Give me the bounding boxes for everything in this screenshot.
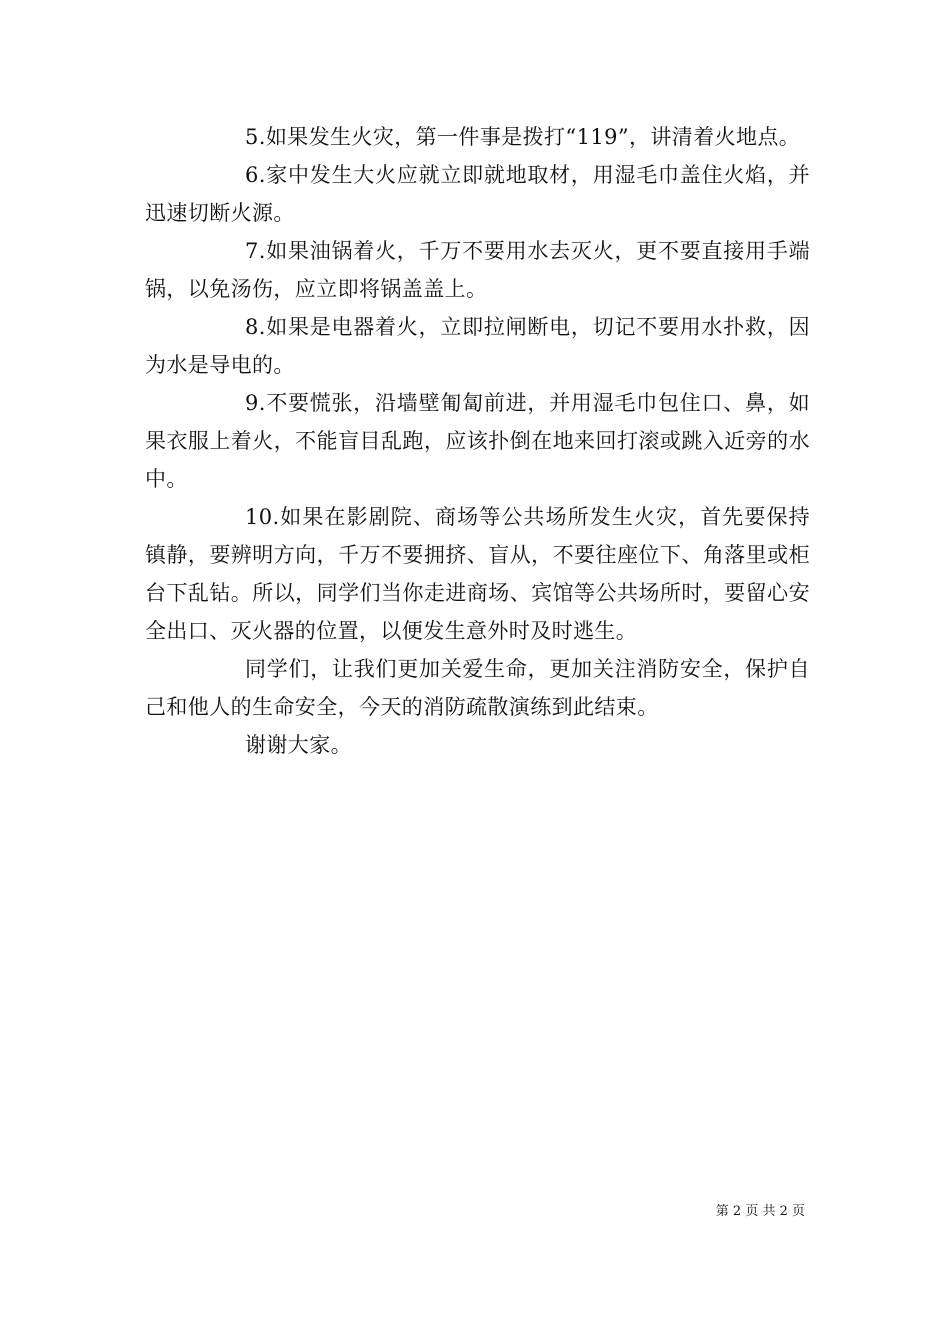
paragraph-item-9: 9.不要慌张，沿墙壁匍匐前进，并用湿毛巾包住口、鼻，如果衣服上着火，不能盲目乱跑，应该扑倒在地来回打滚或跳入近旁的水中。: [145, 391, 810, 491]
paragraph-item-6: 6.家中发生大火应就立即就地取材，用湿毛巾盖住火焰，并迅速切断火源。: [145, 163, 810, 225]
paragraph-item-7: 7.如果油锅着火，千万不要用水去灭火，更不要直接用手端锅，以免汤伤，应立即将锅盖盖上。: [145, 239, 810, 301]
document-body: [145, 118, 810, 764]
paragraph-item-5: 5.如果发生火灾，第一件事是拨打“119”，讲清着火地点。: [245, 125, 801, 149]
paragraph-item-8: 8.如果是电器着火，立即拉闸断电，切记不要用水扑救，因为水是导电的。: [145, 315, 810, 377]
page-footer: 第 2 页 共 2 页: [715, 1204, 805, 1219]
closing-paragraph: 同学们，让我们更加关爱生命，更加关注消防安全，保护自己和他人的生命安全，今天的消防疏散演练到此结束。: [145, 657, 810, 719]
thanks-line: 谢谢大家。: [245, 733, 352, 757]
paragraph-item-10: 10.如果在影剧院、商场等公共场所发生火灾，首先要保持镇静，要辨明方向，千万不要拥挤、盲从，不要往座位下、角落里或柜台下乱钻。所以，同学们当你走进商场、宾馆等公共场所时，要留心安全出口、灭火器的位置，以便发生意外时及时逃生。: [145, 505, 810, 643]
